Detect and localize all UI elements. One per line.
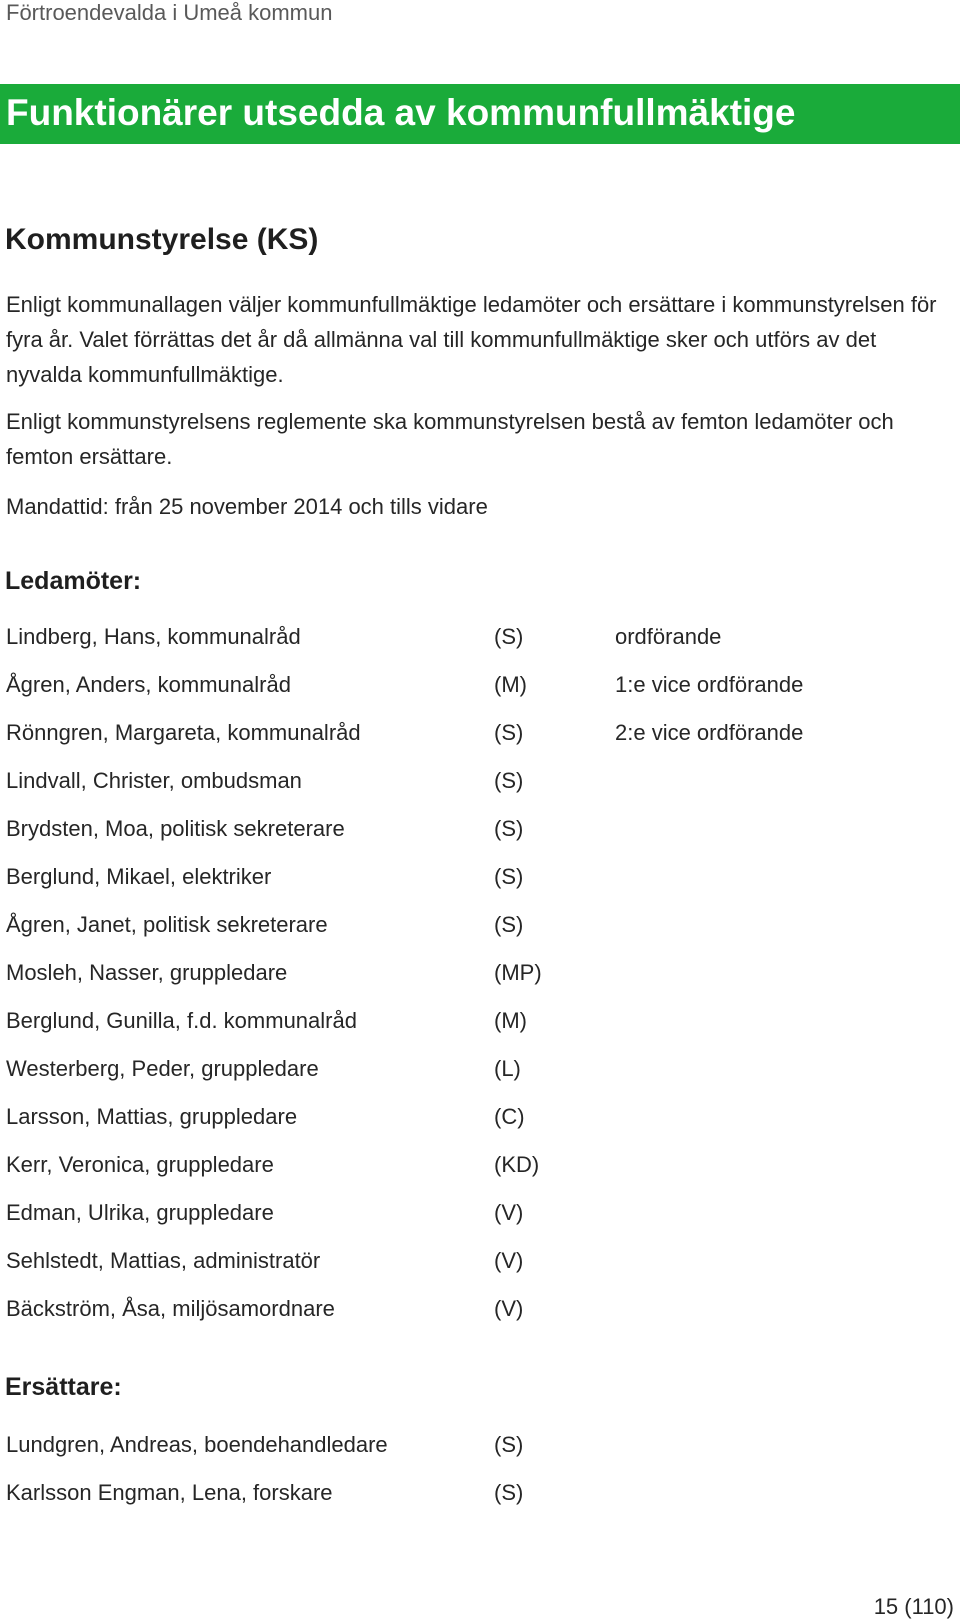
member-name: Sehlstedt, Mattias, administratör: [6, 1248, 321, 1273]
member-row: [0, 1196, 960, 1244]
substitute-name: Karlsson Engman, Lena, forskare: [6, 1480, 333, 1505]
substitute-row: [0, 1476, 960, 1524]
member-row: [0, 1292, 960, 1340]
member-party: (V): [494, 1248, 524, 1273]
intro-paragraph-regulation: Enligt kommunstyrelsens reglemente ska kommunstyrelsen bestå av femton ledamöter och femton ersättare.: [6, 409, 894, 469]
member-party: (KD): [494, 1152, 540, 1177]
member-party: (L): [494, 1056, 521, 1081]
member-party: (S): [494, 768, 524, 793]
member-party: (S): [494, 720, 524, 745]
member-role: ordförande: [615, 624, 722, 649]
member-party: (M): [494, 672, 527, 697]
running-header: Förtroendevalda i Umeå kommun: [6, 0, 333, 25]
member-role: 2:e vice ordförande: [615, 720, 804, 745]
member-row: [0, 1148, 960, 1196]
members-list: [0, 620, 960, 1340]
member-row: [0, 764, 960, 812]
substitutes-heading: Ersättare:: [5, 1373, 122, 1401]
member-name: Larsson, Mattias, gruppledare: [6, 1104, 298, 1129]
member-party: (S): [494, 912, 524, 937]
member-row: [0, 860, 960, 908]
member-row: [0, 1244, 960, 1292]
intro-paragraph-election: Enligt kommunallagen väljer kommunfullmäktige ledamöter och ersättare i kommunstyrelsen för fyra år. Valet förrättas det år då allmänna val till kommunfullmäktige sker och utförs av det nyvalda kommunfullmäktige.: [6, 292, 937, 387]
member-row: [0, 1052, 960, 1100]
members-heading: Ledamöter:: [5, 567, 142, 595]
member-party: (S): [494, 864, 524, 889]
member-party: (MP): [494, 960, 542, 985]
page-number: 15 (110): [873, 1594, 954, 1619]
substitute-party: (S): [494, 1480, 524, 1505]
member-name: Brydsten, Moa, politisk sekreterare: [6, 816, 345, 841]
member-name: Westerberg, Peder, gruppledare: [6, 1056, 319, 1081]
member-party: (V): [494, 1296, 524, 1321]
member-row: [0, 908, 960, 956]
member-name: Kerr, Veronica, gruppledare: [6, 1152, 274, 1177]
member-party: (C): [494, 1104, 525, 1129]
member-name: Lindvall, Christer, ombudsman: [6, 768, 302, 793]
substitute-name: Lundgren, Andreas, boendehandledare: [6, 1432, 388, 1457]
member-row: [0, 716, 960, 764]
member-name: Ågren, Anders, kommunalråd: [6, 672, 291, 697]
member-name: Bäckström, Åsa, miljösamordnare: [6, 1296, 335, 1321]
banner-title: Funktionärer utsedda av kommunfullmäktige: [6, 92, 796, 133]
member-name: Lindberg, Hans, kommunalråd: [6, 624, 301, 649]
substitute-row: [0, 1428, 960, 1476]
member-row: [0, 668, 960, 716]
member-party: (S): [494, 816, 524, 841]
substitutes-list: [0, 1428, 960, 1524]
member-name: Ågren, Janet, politisk sekreterare: [6, 912, 328, 937]
member-name: Rönngren, Margareta, kommunalråd: [6, 720, 361, 745]
substitute-party: (S): [494, 1432, 524, 1457]
term-of-office: Mandattid: från 25 november 2014 och tills vidare: [6, 494, 488, 519]
member-name: Berglund, Gunilla, f.d. kommunalråd: [6, 1008, 357, 1033]
title-banner: [0, 84, 960, 144]
member-name: Berglund, Mikael, elektriker: [6, 864, 272, 889]
section-title: Kommunstyrelse (KS): [5, 223, 319, 256]
member-row: [0, 620, 960, 668]
member-row: [0, 812, 960, 860]
member-party: (V): [494, 1200, 524, 1225]
member-role: 1:e vice ordförande: [615, 672, 804, 697]
member-name: Edman, Ulrika, gruppledare: [6, 1200, 274, 1225]
member-row: [0, 1004, 960, 1052]
member-row: [0, 956, 960, 1004]
member-party: (S): [494, 624, 524, 649]
member-row: [0, 1100, 960, 1148]
member-name: Mosleh, Nasser, gruppledare: [6, 960, 288, 985]
member-party: (M): [494, 1008, 527, 1033]
